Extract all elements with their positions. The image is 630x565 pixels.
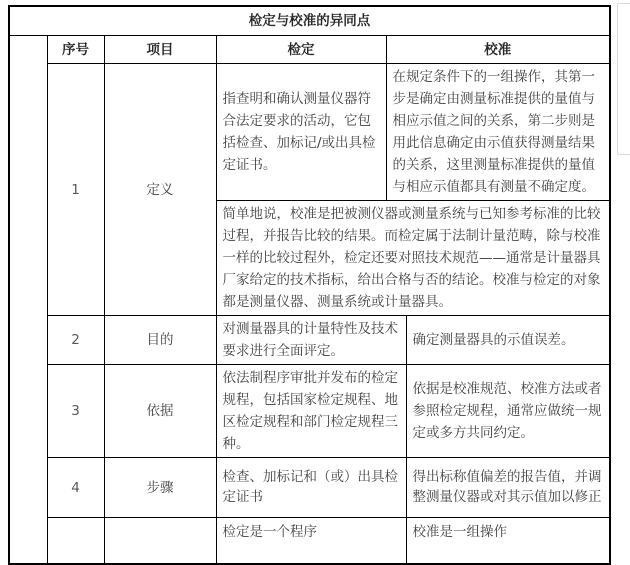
header-row <box>9 36 610 64</box>
jianding-cell: 指查明和确认测量仪器符合法定要求的活动，它包括检查、加标记/或出具检定证书。 <box>216 64 386 201</box>
header-xiangmu: 项目 <box>104 36 216 64</box>
row-number-cell: 3 <box>47 365 104 458</box>
table-row-basis <box>9 365 610 458</box>
title-row <box>9 6 610 36</box>
left-spacer-column <box>9 36 47 565</box>
item-cell: 目的 <box>104 316 216 365</box>
partial-xiaozhun-cell: 校准是一组操作 <box>406 518 610 565</box>
item-cell: 定义 <box>104 64 216 316</box>
item-cell: 步骤 <box>104 458 216 518</box>
item-cell: 依据 <box>104 365 216 458</box>
header-jianding: 检定 <box>216 36 386 64</box>
row-number-cell: 1 <box>47 64 104 316</box>
row-number-cell: 2 <box>47 316 104 365</box>
xiaozhun-cell: 在规定条件下的一组操作，其第一步是确定由测量标准提供的量值与相应示值之间的关系，第二步则是用此信息确定由示值获得测量结果的关系，这里测量标准提供的量值与相应示值都具有测量不确定度。 <box>386 64 610 201</box>
scrollbar-thumb[interactable] <box>617 3 630 155</box>
table-row-purpose <box>9 316 610 365</box>
xiaozhun-cell: 确定测量器具的示值误差。 <box>406 316 610 365</box>
item-cell <box>104 518 216 565</box>
xiaozhun-cell: 得出标称值偏差的报告值，并调整测量仪器或对其示值加以修正 <box>406 458 610 518</box>
merged-note-cell: 简单地说，校准是把被测仪器或测量系统与已知参考标准的比较过程，并报告比较的结果。而检定属于法制计量范畴，除与校准一样的比较过程外，检定还要对照技术规范——通常是计量器具厂家给定的技术指标，给出合格与否的结论。校准与检定的对象都是测量仪器、测量系统或计量器具。 <box>216 201 610 316</box>
table-row-partial <box>9 518 610 565</box>
header-xuhao: 序号 <box>47 36 104 64</box>
table-row-definition <box>9 64 610 201</box>
table-title: 检定与校准的异同点 <box>9 6 610 36</box>
table-row-steps <box>9 458 610 518</box>
comparison-table <box>8 5 611 565</box>
jianding-cell: 依法制程序审批并发布的检定规程，包括国家检定规程、地区检定规程和部门检定规程三种。 <box>216 365 406 458</box>
row-number-cell: 4 <box>47 458 104 518</box>
header-xiaozhun: 校准 <box>386 36 610 64</box>
jianding-cell: 检查、加标记和（或）出具检定证书 <box>216 458 406 518</box>
partial-jianding-cell: 检定是一个程序 <box>216 518 406 565</box>
jianding-cell: 对测量器具的计量特性及技术要求进行全面评定。 <box>216 316 406 365</box>
xiaozhun-cell: 依据是校准规范、校准方法或者参照检定规程，通常应做统一规定或多方共同约定。 <box>406 365 610 458</box>
row-number-cell <box>47 518 104 565</box>
